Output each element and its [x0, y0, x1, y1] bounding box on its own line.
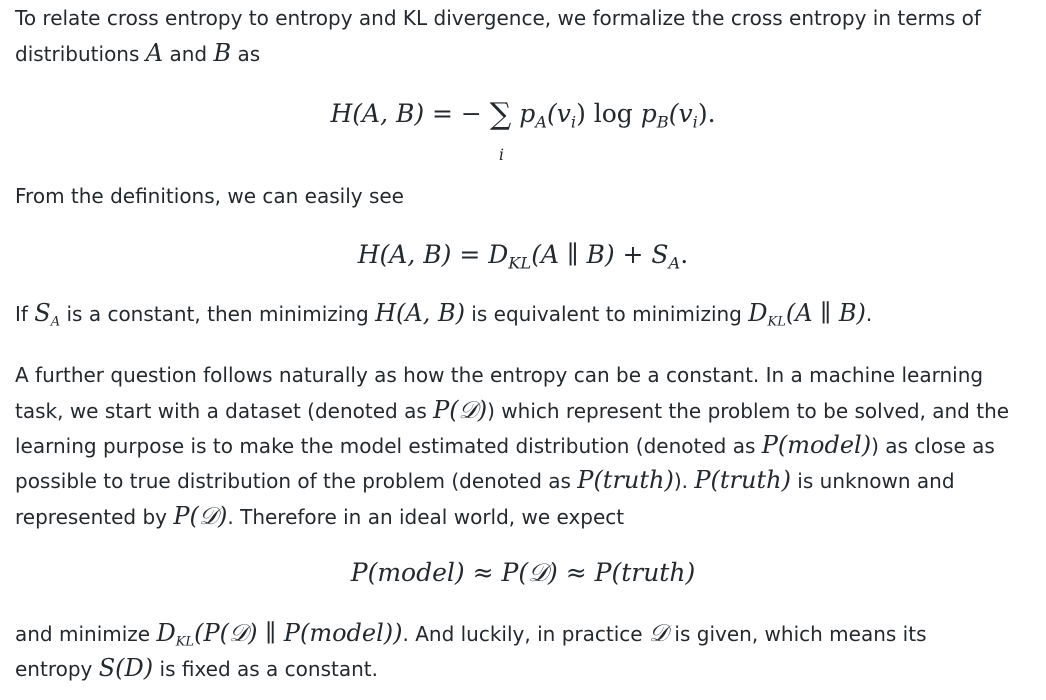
- equation-decomposition: [0, 238, 1046, 281]
- para1-text: distributions: [15, 42, 146, 66]
- eq2-end: .: [680, 240, 689, 269]
- sum-symbol: ∑: [489, 97, 512, 132]
- para3-end: .: [865, 302, 873, 326]
- para4-line3: [15, 431, 995, 460]
- math-d-kl: D: [156, 619, 176, 647]
- para4-l4-mid: ).: [673, 469, 695, 493]
- math-d-sub: KL: [767, 314, 786, 330]
- para1-line2: [15, 39, 260, 68]
- para4-l2-pre: task, we start with a dataset (denoted as: [15, 399, 434, 423]
- math-p-d: P(𝒟): [433, 396, 488, 424]
- math-p-d-2: P(𝒟): [173, 502, 228, 530]
- para3-mid2: is equivalent to minimizing: [464, 302, 749, 326]
- para2-text: From the definitions, we can easily see: [15, 184, 404, 208]
- eq1-sub-a: A: [535, 112, 547, 132]
- para5-line2: [15, 654, 378, 683]
- math-s-d: S(D): [98, 654, 154, 682]
- para3-pre: If: [15, 302, 35, 326]
- para4-l5-post: . Therefore in an ideal world, we expect: [227, 505, 625, 529]
- para4-line2: [15, 396, 1009, 425]
- math-d: D: [748, 299, 768, 327]
- eq2-sub-a: A: [668, 253, 681, 273]
- para3-line: [15, 299, 872, 337]
- eq1-sub-i: i: [570, 112, 577, 132]
- math-s-sub: A: [50, 314, 61, 330]
- eq1-sub-i2: i: [692, 112, 698, 132]
- eq1-sub-b: B: [656, 112, 669, 132]
- math-var-b: B: [213, 39, 232, 67]
- para5-l2-post: is fixed as a constant.: [153, 657, 378, 681]
- para4-line5: [15, 502, 624, 531]
- eq1-mid: (v: [546, 99, 571, 128]
- eq2-mid: (A ∥ B) + S: [531, 240, 669, 269]
- para5-l1-mid: . And luckily, in practice: [402, 622, 649, 646]
- para4-l4-post: is unknown and: [790, 469, 955, 493]
- para1-and: and: [163, 42, 214, 66]
- math-h: H(A, B): [375, 299, 465, 327]
- para1-line1: To relate cross entropy to entropy and KL divergence, we formalize the cross entropy in terms of: [15, 6, 981, 30]
- para5-l2-pre: entropy: [15, 657, 99, 681]
- math-s: S: [34, 299, 51, 327]
- equation-approximation: [0, 556, 1046, 590]
- math-p-truth-2: P(truth): [694, 466, 791, 494]
- math-p-model: P(model): [761, 431, 872, 459]
- para4-l2-post: ) which represent the problem to be solved, and the: [487, 399, 1010, 423]
- equation-cross-entropy: [0, 97, 1046, 164]
- para4-l3-post: ) as close as: [871, 434, 995, 458]
- eq2-lhs: H(A, B) = D: [357, 240, 509, 269]
- math-cal-d: 𝒟: [648, 619, 669, 647]
- para4-l3-pre: learning purpose is to make the model estimated distribution (denoted as: [15, 434, 762, 458]
- eq1-tail: (v: [668, 99, 693, 128]
- eq2-sub-kl: KL: [508, 253, 532, 273]
- para4-line4: [15, 466, 955, 495]
- para1-as: as: [231, 42, 261, 66]
- math-d-kl-sub: KL: [175, 634, 195, 650]
- eq3-text: P(model) ≈ P(𝒟) ≈ P(truth): [350, 558, 696, 587]
- para5-line1: [15, 619, 927, 657]
- para5-l1-post: is given, which means its: [668, 622, 927, 646]
- sum-index: i: [498, 145, 504, 164]
- eq1-end: ).: [697, 99, 716, 128]
- para3-mid1: is a constant, then minimizing: [60, 302, 376, 326]
- eq1-lhs: H(A, B) = −: [330, 99, 482, 128]
- para4-l4-pre: possible to true distribution of the problem (denoted as: [15, 469, 578, 493]
- math-d-tail: (A ∥ B): [785, 299, 866, 327]
- math-var-a: A: [145, 39, 164, 67]
- math-d-kl-tail: (P(𝒟) ∥ P(model)): [194, 619, 403, 647]
- math-p-truth: P(truth): [577, 466, 674, 494]
- eq1-log: ) log: [576, 99, 641, 128]
- eq1-p2: p: [640, 99, 657, 128]
- para5-l1-pre: and minimize: [15, 622, 157, 646]
- eq1-p: p: [519, 99, 536, 128]
- para4-line1: A further question follows naturally as how the entropy can be a constant. In a machine learning: [15, 363, 984, 387]
- sum-operator: [489, 97, 512, 164]
- para4-l5-pre: represented by: [15, 505, 174, 529]
